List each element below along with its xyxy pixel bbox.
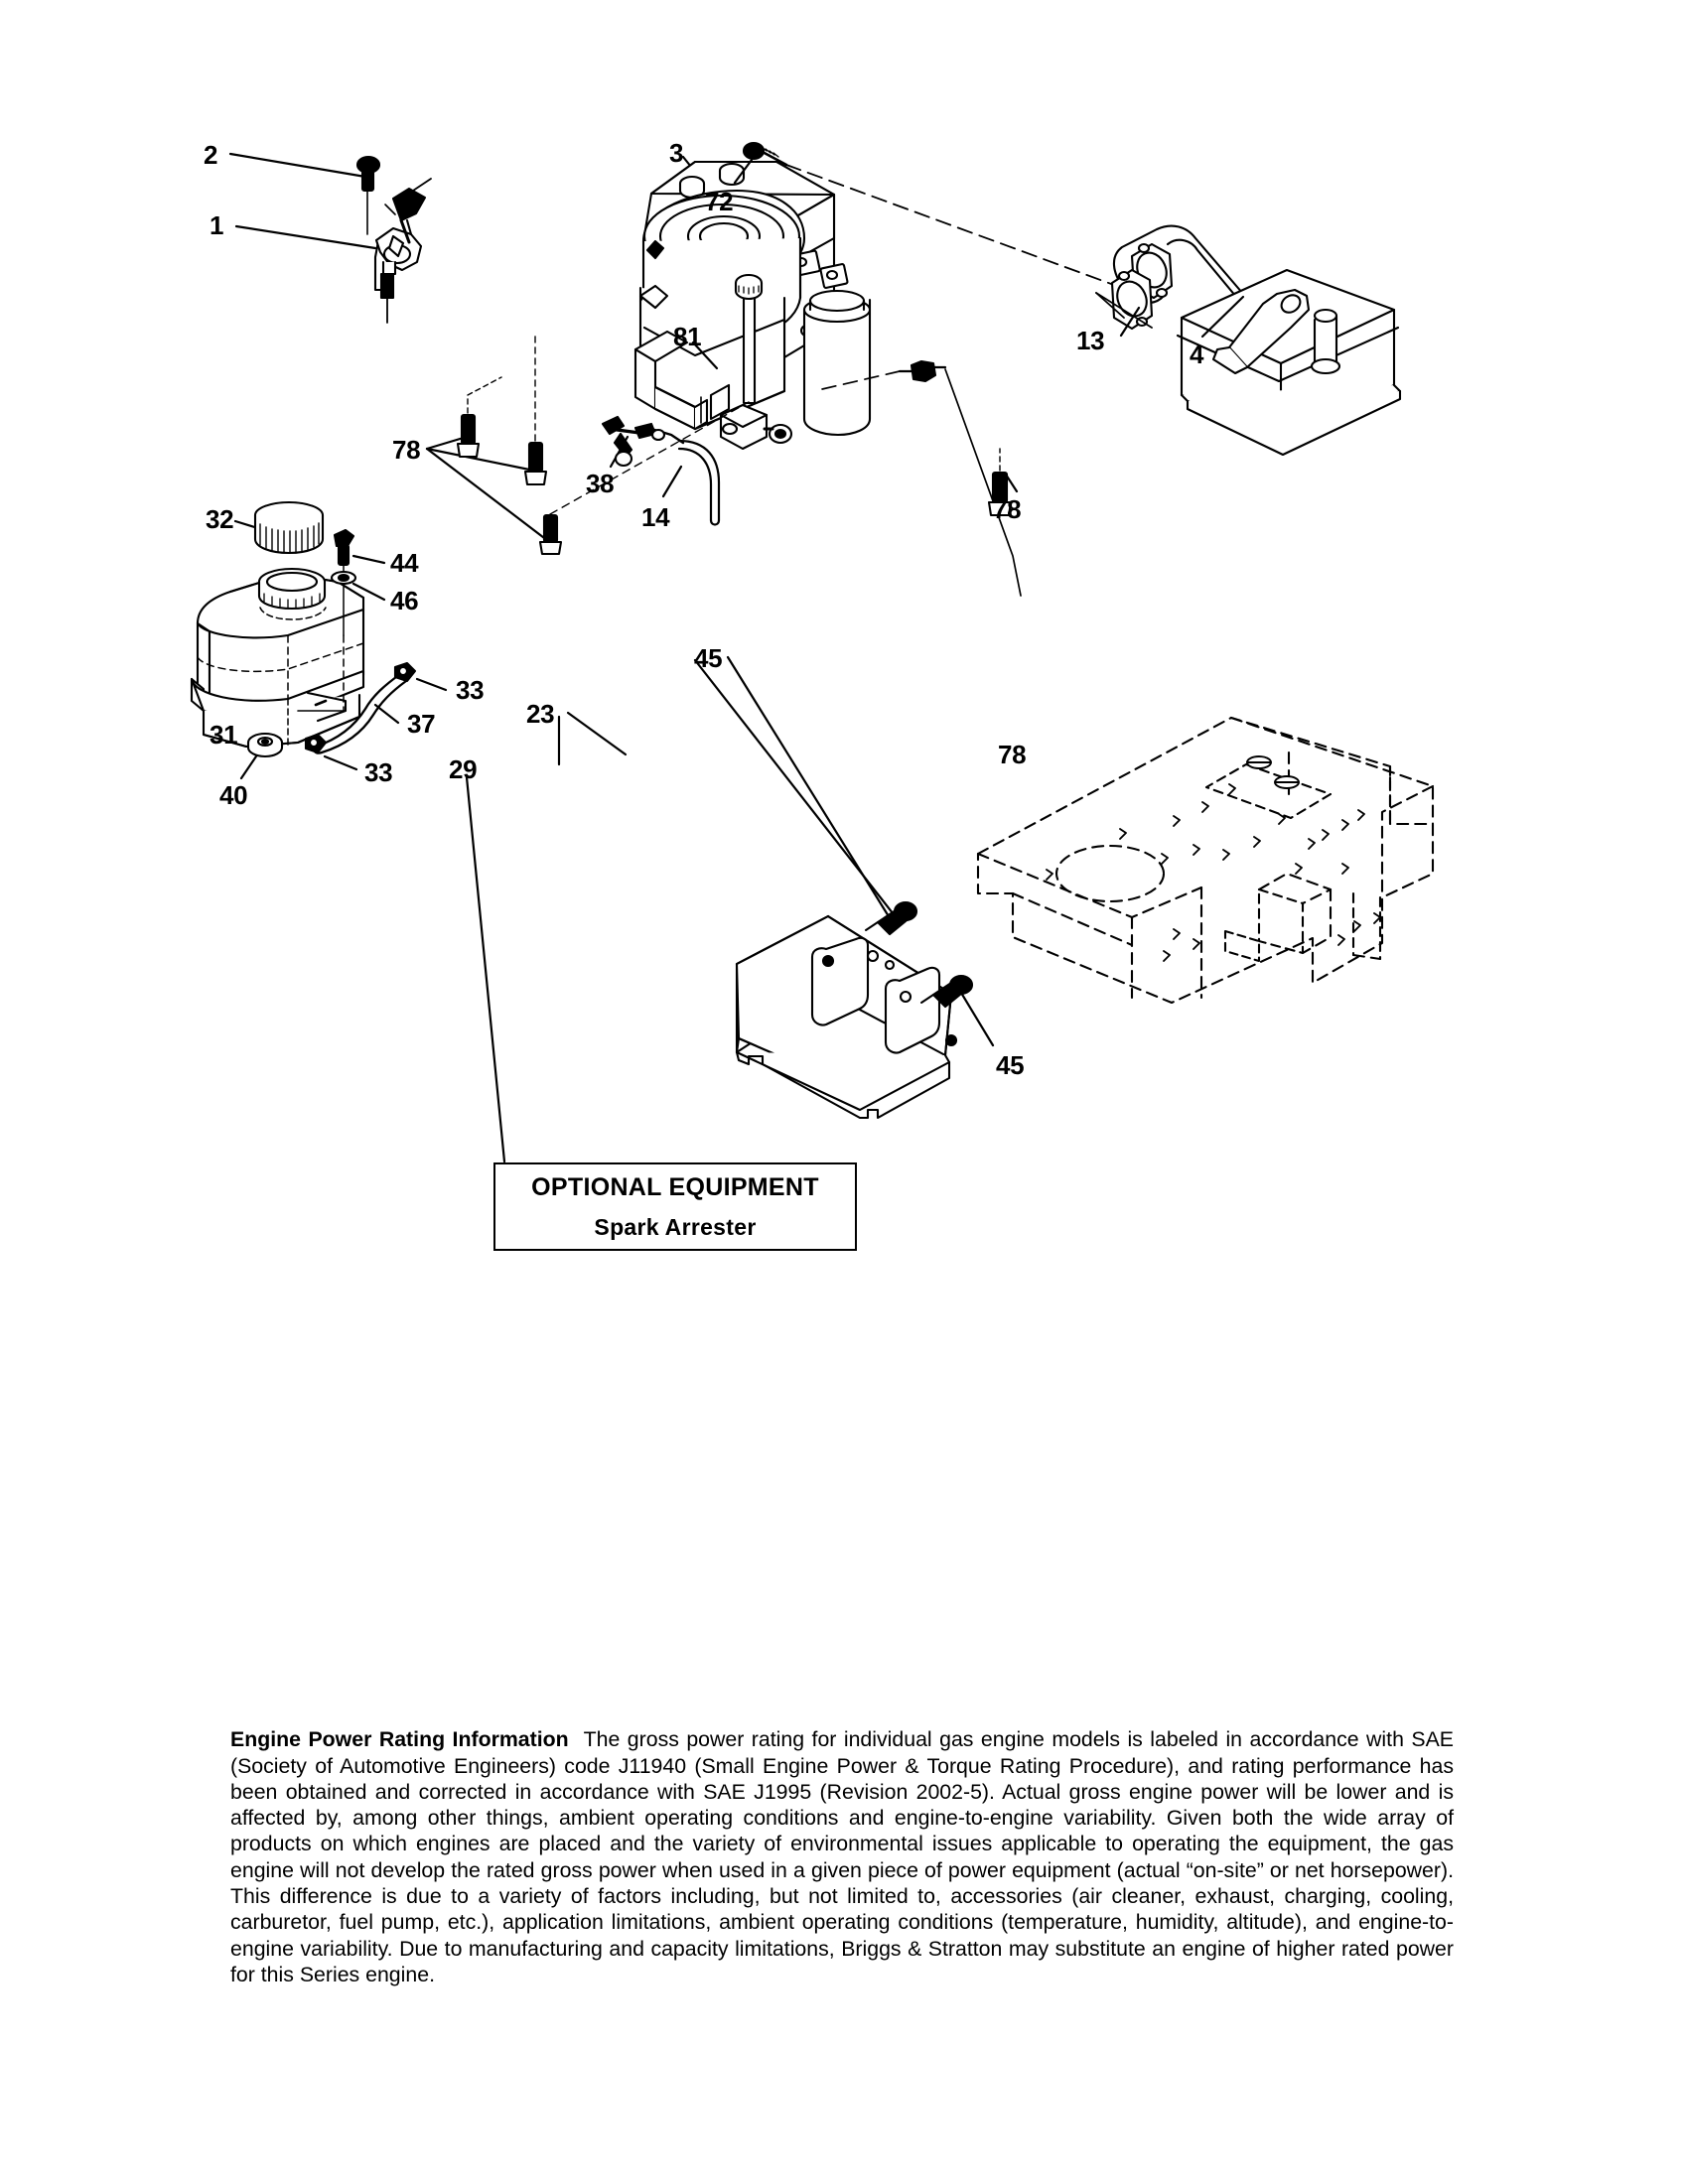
callout-45-shield: 45 xyxy=(694,643,723,673)
callout-31: 31 xyxy=(210,720,238,750)
callout-33-top: 33 xyxy=(456,675,485,705)
callout-2: 2 xyxy=(204,140,218,170)
callout-29: 29 xyxy=(449,754,478,784)
callout-32: 32 xyxy=(206,504,234,534)
callout-78-left: 78 xyxy=(392,435,421,465)
engine-block xyxy=(635,157,870,449)
callout-44: 44 xyxy=(390,548,419,578)
callout-3: 3 xyxy=(669,138,684,168)
callout-1: 1 xyxy=(210,210,224,240)
leader-29 xyxy=(467,777,504,1161)
callout-37: 37 xyxy=(407,709,436,739)
throttle-control-assembly xyxy=(230,154,431,323)
callout-78-chassis: 78 xyxy=(998,740,1027,769)
callout-4: 4 xyxy=(1190,340,1204,369)
fuel-line-14 xyxy=(663,441,719,525)
callout-81: 81 xyxy=(673,322,702,351)
engine-power-rating-body: The gross power rating for individual gas engine models is labeled in accordance with SAE (Society of Automotive Engineers) code J11940 (Small Engine Power & Torque Rating Procedure), and rating performance has been obtained and corrected in accordance with SAE J1995 (Revision 2002-5). Actual gross engine power will be lower and is affected by, among other things, ambient operating conditions and engine-to-engine variability. Given both the wide array of products on which engines are placed and the variety of environmental issues applicable to operating the equipment, the gas engine will not develop the rated gross power when used in a given piece of power equipment (actual “on-site” or net horsepower). This difference is due to a variety of factors including, but not limited to, accessories (air cleaner, exhaust, charging, cooling, carburetor, fuel pump, etc.), application limitations, ambient operating conditions (temperature, humidity, altitude), and engine-to-engine variability. Due to manufacturing and capacity limitations, Briggs & Stratton may substitute an engine of higher rated power for this Series engine. xyxy=(230,1727,1455,1986)
callout-72: 72 xyxy=(705,187,734,216)
callout-45-chassis: 45 xyxy=(996,1050,1025,1080)
muffler-assembly xyxy=(1096,226,1400,455)
fuel-valve-38 xyxy=(603,417,683,467)
callout-13: 13 xyxy=(1076,326,1105,355)
chassis-plate xyxy=(978,718,1433,1003)
fuel-cap-32 xyxy=(235,502,323,553)
callout-38: 38 xyxy=(586,469,615,498)
optional-equipment-title: OPTIONAL EQUIPMENT xyxy=(531,1172,819,1201)
callout-33-bottom: 33 xyxy=(364,757,393,787)
callout-40: 40 xyxy=(219,780,248,810)
engine-power-rating-lead: Engine Power Rating Information xyxy=(230,1727,569,1752)
heat-shield-23 xyxy=(559,713,956,1162)
callout-14: 14 xyxy=(641,502,670,532)
callout-23: 23 xyxy=(526,699,555,729)
engine-power-rating-note xyxy=(230,1726,1454,1987)
optional-equipment-box xyxy=(493,1162,857,1251)
optional-equipment-subtitle: Spark Arrester xyxy=(594,1213,757,1240)
callout-78-right: 78 xyxy=(993,494,1022,524)
callout-46: 46 xyxy=(390,586,419,615)
